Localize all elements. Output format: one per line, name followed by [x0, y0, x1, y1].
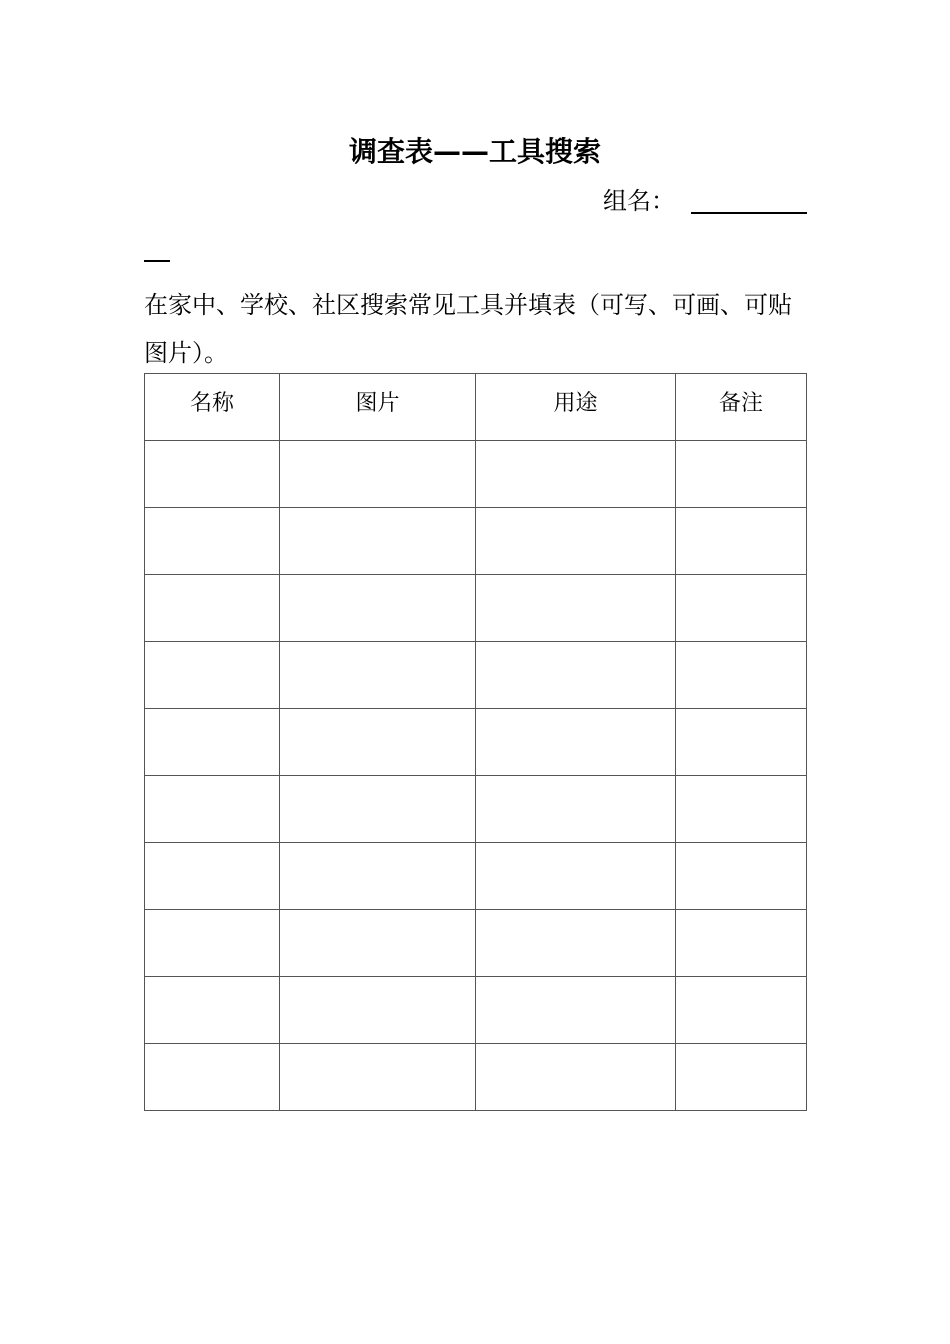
picture-cell[interactable]	[280, 910, 476, 977]
header-picture: 图片	[280, 374, 476, 441]
table-header-row	[145, 374, 807, 441]
notes-cell[interactable]	[676, 508, 807, 575]
table-row	[145, 441, 807, 508]
group-name-blank-line-continuation	[144, 260, 170, 262]
table-body	[145, 441, 807, 1111]
group-name-blank-line[interactable]	[691, 212, 807, 214]
usage-cell[interactable]	[476, 776, 676, 843]
name-cell[interactable]	[145, 776, 280, 843]
notes-cell[interactable]	[676, 776, 807, 843]
header-notes: 备注	[676, 374, 807, 441]
picture-cell[interactable]	[280, 709, 476, 776]
usage-cell[interactable]	[476, 977, 676, 1044]
usage-cell[interactable]	[476, 910, 676, 977]
notes-cell[interactable]	[676, 1044, 807, 1111]
name-cell[interactable]	[145, 441, 280, 508]
table-row	[145, 843, 807, 910]
table-row	[145, 508, 807, 575]
picture-cell[interactable]	[280, 575, 476, 642]
name-cell[interactable]	[145, 1044, 280, 1111]
usage-cell[interactable]	[476, 843, 676, 910]
table-row	[145, 776, 807, 843]
notes-cell[interactable]	[676, 709, 807, 776]
picture-cell[interactable]	[280, 441, 476, 508]
instruction-text: 在家中、学校、社区搜索常见工具并填表（可写、可画、可贴图片）。	[144, 291, 792, 367]
notes-cell[interactable]	[676, 977, 807, 1044]
usage-cell[interactable]	[476, 575, 676, 642]
usage-cell[interactable]	[476, 709, 676, 776]
picture-cell[interactable]	[280, 776, 476, 843]
table-row	[145, 977, 807, 1044]
usage-cell[interactable]	[476, 1044, 676, 1111]
name-cell[interactable]	[145, 642, 280, 709]
name-cell[interactable]	[145, 910, 280, 977]
usage-cell[interactable]	[476, 441, 676, 508]
usage-cell[interactable]	[476, 508, 676, 575]
page-title: 调查表——工具搜索	[348, 135, 601, 168]
notes-cell[interactable]	[676, 441, 807, 508]
picture-cell[interactable]	[280, 508, 476, 575]
group-name-label: 组名：	[603, 187, 675, 215]
name-cell[interactable]	[145, 709, 280, 776]
survey-table	[144, 373, 807, 1111]
name-cell[interactable]	[145, 508, 280, 575]
table-row	[145, 575, 807, 642]
name-cell[interactable]	[145, 977, 280, 1044]
header-name: 名称	[145, 374, 280, 441]
usage-cell[interactable]	[476, 642, 676, 709]
notes-cell[interactable]	[676, 575, 807, 642]
notes-cell[interactable]	[676, 642, 807, 709]
notes-cell[interactable]	[676, 843, 807, 910]
name-cell[interactable]	[145, 843, 280, 910]
table-row	[145, 1044, 807, 1111]
name-cell[interactable]	[145, 575, 280, 642]
picture-cell[interactable]	[280, 843, 476, 910]
table-row	[145, 642, 807, 709]
notes-cell[interactable]	[676, 910, 807, 977]
picture-cell[interactable]	[280, 1044, 476, 1111]
table-row	[145, 709, 807, 776]
picture-cell[interactable]	[280, 977, 476, 1044]
table-row	[145, 910, 807, 977]
picture-cell[interactable]	[280, 642, 476, 709]
header-usage: 用途	[476, 374, 676, 441]
